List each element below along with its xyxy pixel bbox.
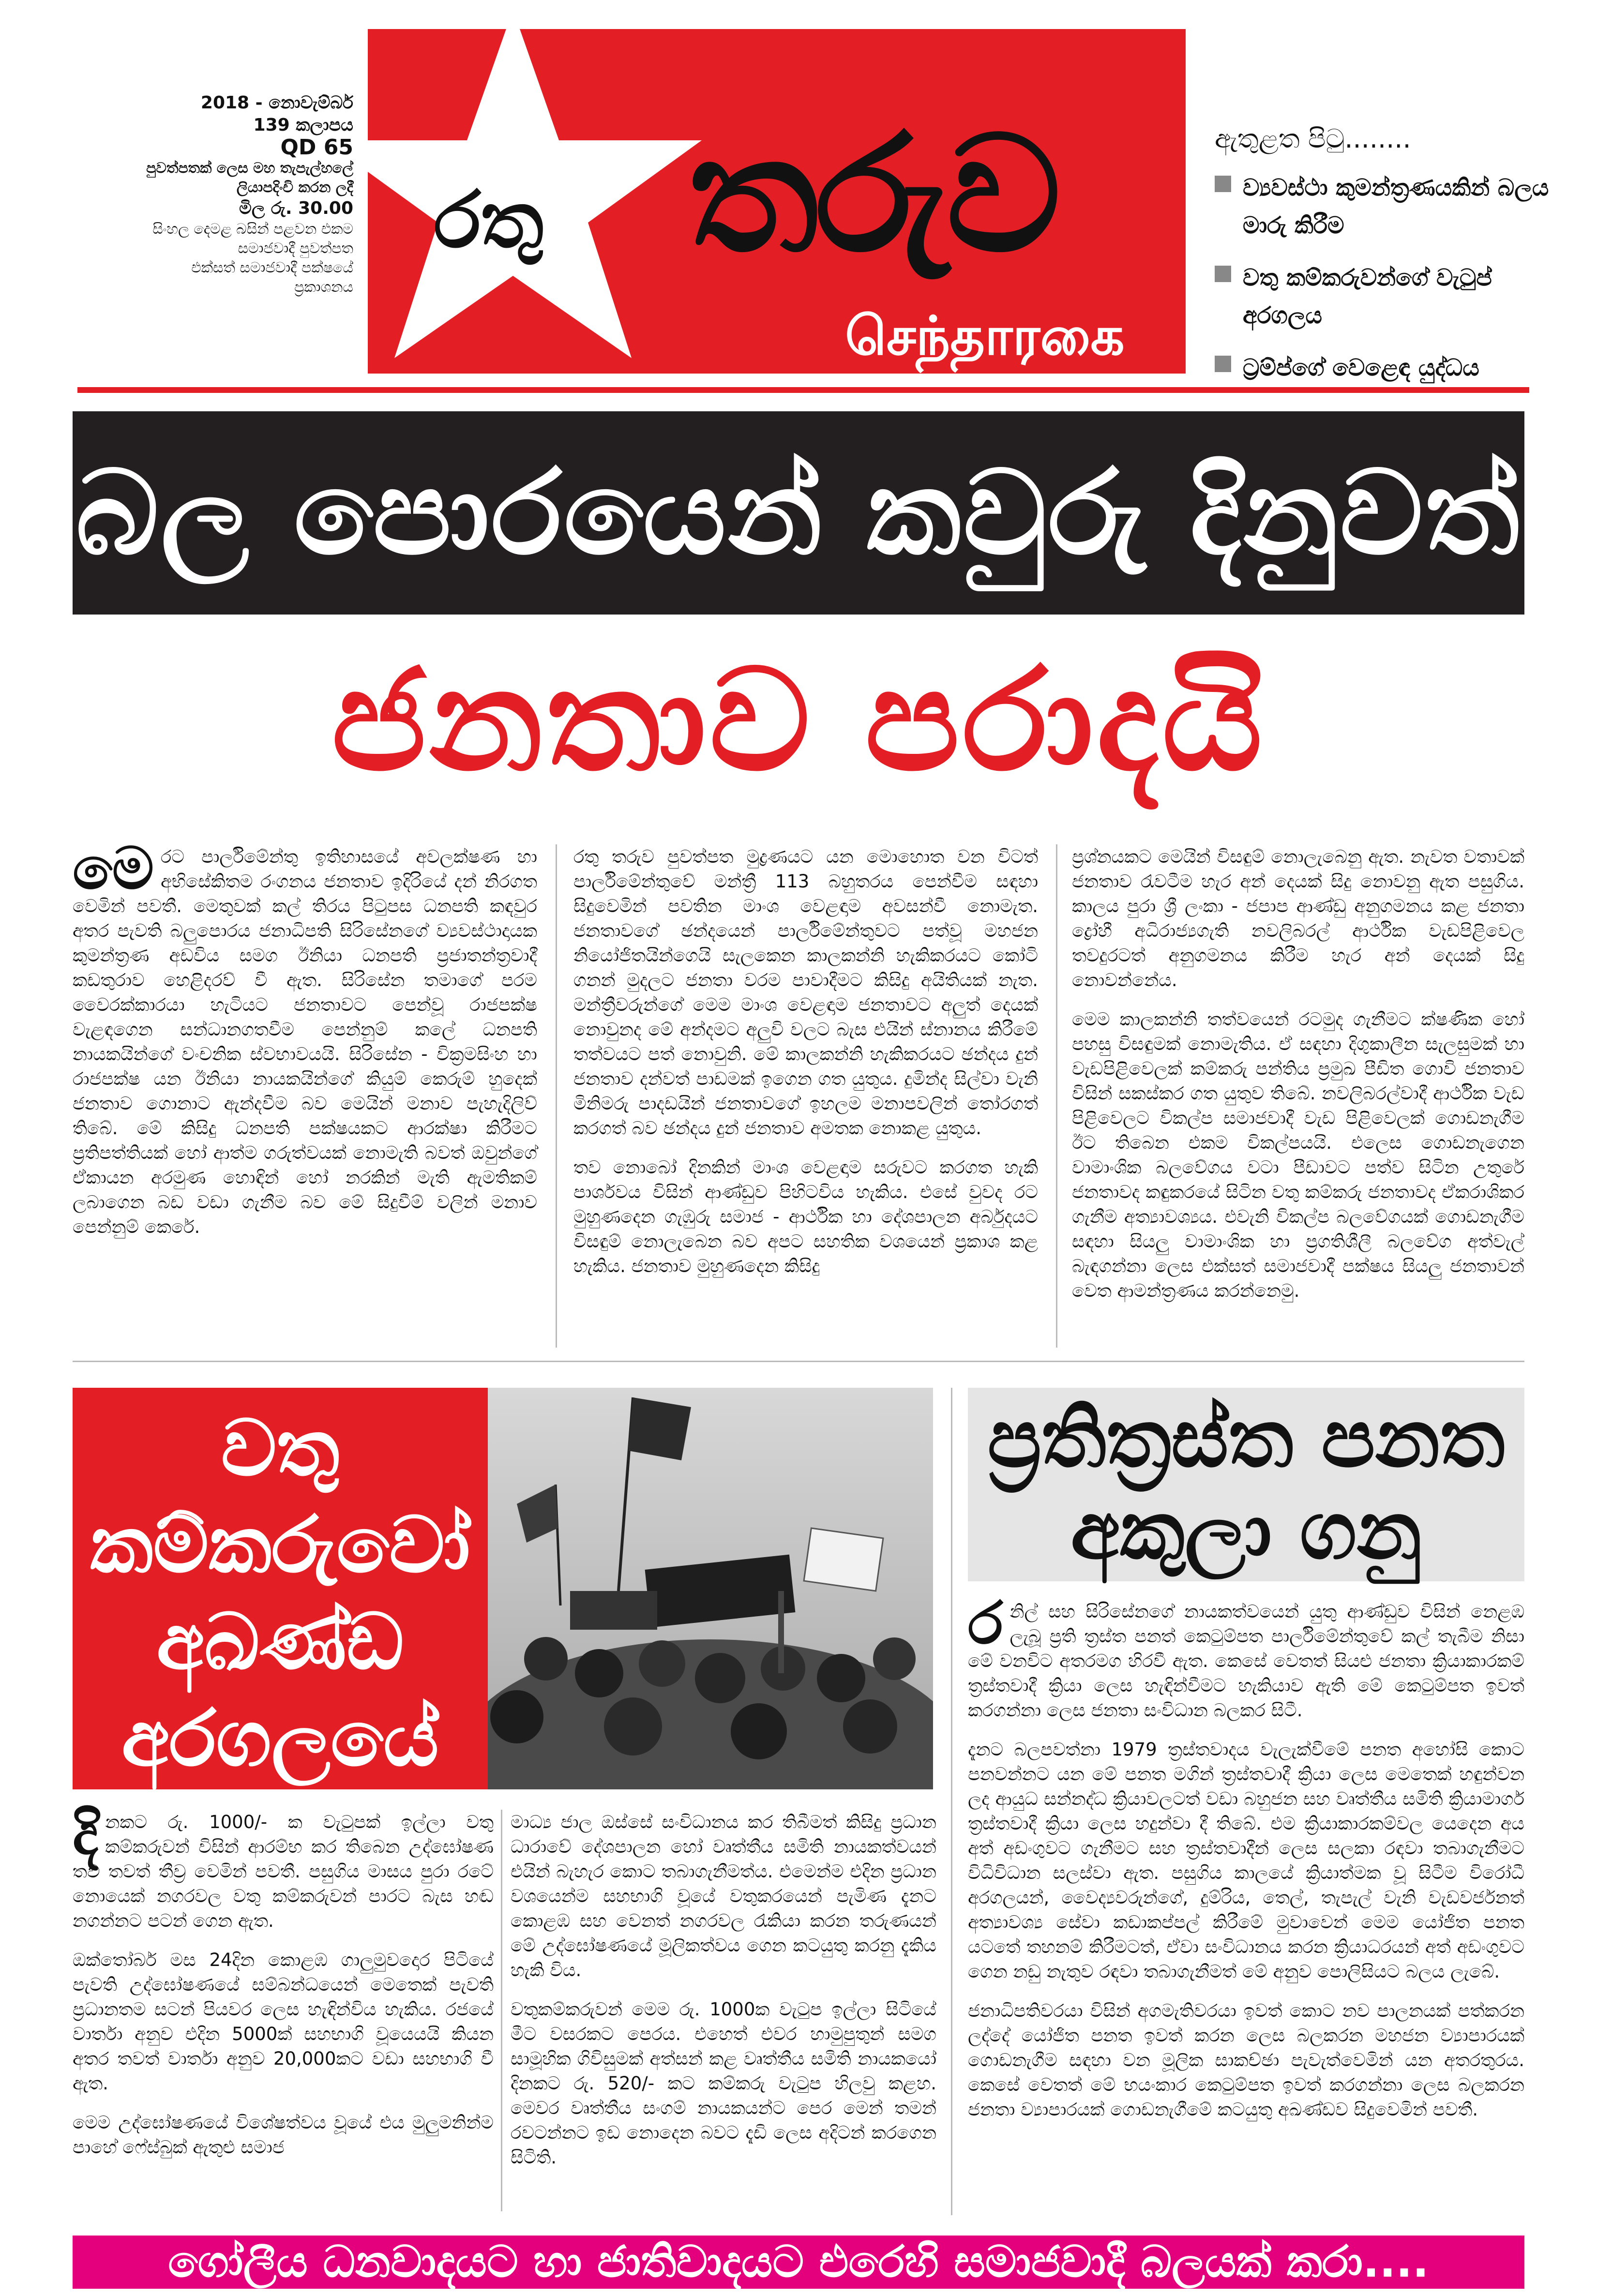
registration-line-1: පුවත්පතක් ලෙස මහ තැපැල්හලේ bbox=[146, 160, 353, 177]
paragraph: මෙම උද්ඝෝෂණයේ විශේෂත්වය වූයේ එය මුලුමනින්ම පාහේ ෆේස්බුක් ඇතුළු සමාජ bbox=[73, 2112, 494, 2158]
estate-story-col-2 bbox=[511, 1810, 936, 2184]
column-divider bbox=[1056, 844, 1057, 1348]
masthead-title: තරුව bbox=[689, 100, 1058, 287]
column-divider bbox=[501, 1810, 502, 2211]
bullet-square-icon bbox=[1215, 176, 1231, 192]
inside-pages-box bbox=[1215, 123, 1563, 401]
paragraph: වතුකම්කරුවන් මෙම රු. 1000ක වැටුප ඉල්ලා සිටියේ මීට වසරකට පෙරය. එහෙත් එවර හාමුපුතුන් සමග සාමූහික ගිවිසුමක් අත්සන් කළ වෘත්තීය සමිති නායකයෝ දිනකට රු. 520/- කට කම්කරු වැටුප හිලවු කළහ. මෙවර වෘත්තීය සංගම් නායකයන්ට පෙර මෙන් තමන් රවටන්නට ඉඩ නොදෙන බවට දැඩි ලෙස අදිටන් කරගෙන සිටිති. bbox=[511, 1999, 936, 2168]
section-divider bbox=[73, 1361, 1524, 1362]
main-article-col-1 bbox=[73, 835, 537, 1254]
protest-photo-image bbox=[488, 1388, 933, 1789]
estate-story-col-1 bbox=[73, 1801, 494, 2174]
issue-code: QD 65 bbox=[280, 135, 353, 160]
masthead bbox=[368, 29, 1186, 374]
inside-item-label: වතු කම්කරුවන්ගේ වැටුප් අරගලය bbox=[1243, 264, 1492, 329]
paragraph: දැනට බලපවත්නා 1979 ත්‍රස්තවාදය වැලැක්වීමේ පනත අහෝසි කොට පනවන්නට යන මේ පනත මගින් ත්‍රස්තවාදී ක්‍රියා ලෙස මෙතෙක් හඳුන්වන ලද ආයුධ සන්නද්ධ ක්‍රියාවලටත් වඩා බහුජන සහ වෘත්තීය සමිති ක්‍රියාමාර්ග ත්‍රස්තවාදී ක්‍රියා ලෙස හදුන්වා දී තිබේ. එම ක්‍රියාකාරකම්වල යෙදෙන අය අත් අඩංගුවට ගැනීමට සහ ත්‍රස්තවාදීන් ලෙස සලකා රඳවා තබාගැනීමට විධිවිධාන සලස්වා ඇත. පසුගිය කාලයේ ක්‍රියාත්මක වූ සිටීම විරෝධී අරගලයන්, වෛද්‍යවරුන්ගේ, දුම්රිය, තෙල්, තැපැල් වැනි වැඩවර්ජනත් අත්‍යාවශ්‍ය සේවා කඩාකප්පල් කිරීමේ මුවාවෙන් මෙම යෝජිත පනත යටතේ තහනම් කිරීමටත්, ඒවා සංවිධානය කරන ක්‍රියාධරයන් අත් අඩංගුවට ගෙන නඩු නැතුව රඳවා තබාගැනීමත් මේ අනුව පොලිසියට බලය ලැබේ. bbox=[968, 1739, 1524, 1982]
paragraph: රට පාර්ලිමේන්තු ඉතිහාසයේ අවලක්ෂණ හා අභිසේකිතම රංගනය ජනතාව ඉදිරියේ දන් නිරගත වෙමින් පවතී. මෙතුවක් කල් තිරය පිටුපස ධනපති කඳවුර අතර පැවති බලුපොරය ජනාධිපති සිරිසේනගේ ව්‍යවස්ථාදායක කුමන්ත්‍රණ අඩවිය සමග ඊනියා ධනපති ප්‍රජාතන්ත්‍රවාදී කඩතුරාව හෙළිදරව් වී ඇත. සිරිසේන තමාගේ පරම වෛරක්කාරයා හැටියට ජනතාවට පෙන්වූ රාජපක්ෂ වැළඳගෙන සන්ධානගතවීම පෙන්නුම් කලේ ධනපති නායකයින්ගේ වංචනික ස්වභාවයයි. සිරිසේන - වික්‍රමසිංහ හා රාජපක්ෂ යන ඊනියා නායකයින්ගේ කියුම් කෙරුම් හුදෙක් ජනතාව ගොනාට ඇන්දවීම බව මෙයින් මනාව පැහැදිලිව් තිබේ. මේ කිසිදු ධනපති පක්ෂයකට ආරක්ෂා කිරීමට ප්‍රතිපත්තියක් හෝ ආත්ම ගරුත්වයක් නොමැති බවත් ඔවුන්ගේ ඒකායන අරමුණ හොඳින් හෝ නරකින් මැති ඇමතිකම් ලබාගෙන බඩ වඩා ගැනීම බව මේ සිදුවීම් වලින් මනාව පෙන්නුම් කෙරේ. bbox=[73, 846, 537, 1237]
paragraph: ප්‍රශ්නයකට මෙයින් විසඳුම් නොලැබෙනු ඇත. නැවත වතාවක් ජනතාව රැවටීම හැර අන් දෙයක් සිදු නොවනු ඇත පසුගිය. කාලය පුරා ශ්‍රී ලංකා - ජපාප ආණ්ඩු අනුගමනය කළ ජනතා ද්‍රෝහී අධිරාජ්‍යගැති නවලිබරල් ආර්ථික වැඩපිළිවෙල තවදුරටත් අනුගමනය කිරීම හැර අන් දෙයක් සිදු නොවන්නේය. bbox=[1072, 846, 1524, 990]
bullet-square-icon bbox=[1215, 356, 1231, 372]
terror-headline-line: අකුලා ගනු bbox=[1070, 1484, 1422, 1577]
estate-story-headline-box bbox=[73, 1388, 488, 1789]
masthead-subtitle: செந்தாரகை bbox=[845, 305, 1125, 367]
paragraph: මෙම කාලකන්නි තත්වයෙන් රටමුද ගැනීමට ක්ෂණික හෝ පහසු විසඳුමක් නොමැතිය. ඒ සඳහා දිගුකාලීන සැලසුමක් හා වැඩපිළිවෙලක් කම්කරු පන්තිය ප්‍රමුඛ පීඩිත ගොවි ජනතාව විසින් සකස්කර ගත යුතුව තිබේ. නවලිබරල්වාදී ආර්ථික වැඩ පිළිවෙලට විකල්ප සමාජවාදී වැඩ පිළිවෙලක් ගොඩනැගීම ඊට තිබෙන එකම විකල්පයයි. එලෙස ගොඩනැගෙන වාමාංශික බලවේගය වටා පීඩාවට පත්ව සිටින උතුරේ ජනතාවද කඳුකරයේ සිටින වතු කම්කරු ජනතාවද ඒකරාශිකර ගැනීම අත්‍යාවශ්‍යය. එවැනි විකල්ප බලවේගයක් ගොඩනැගීම සඳහා සියලු වාමාංශික හා ප්‍රගතිශීලී බලවේග අත්වැල් බැඳගන්නා ලෙස එක්සත් සමාජවාදී පක්ෂය සියලු ජනතාවන් වෙත ආමන්ත්‍රණය කරන්නෙමු. bbox=[1072, 1009, 1524, 1301]
paragraph: මාධ්‍ය ජාල ඔස්සේ සංවිධානය කර තිබීමත් කිසිදු ප්‍රධාන ධාරාවේ දේශපාලන හෝ වෘත්තීය සමිති නායකත්වයන් එයින් බැහැර කොට තබාගැනීමත්ය. එමෙන්ම එදින ප්‍රධාන වශයෙන්ම සහභාගි වූයේ වතුකරයෙන් පැමිණ දැනට කොළඹ සහ වෙනත් නගරවල රැකියා කරන තරුණයන් මේ උද්ඝෝෂණයේ මූලිකත්වය ගෙන කටයුතු කරනු දැකිය හැකි විය. bbox=[511, 1812, 936, 1981]
paragraph: ජනාධිපතිවරයා විසින් අගමැතිවරයා ඉවත් කොට නව පාලනයක් පත්කරන ලද්දේ යෝජිත පනත ඉවත් කරන ලෙස බලකරන මහජන ව්‍යාපාරයක් ගොඩනැගීම සඳහා වන මූලික සාකච්ඡා පැවැත්වෙමින් යන අතරතුරය. කෙසේ වෙතත් මේ භයංකාර කෙටුම්පත ඉවත් කරගන්නා ලෙස බලකරන ජනතා ව්‍යාපාරයක් ගොඩනැගීමේ කටයුතු අඛණ්ඩව සිදුවෙමින් පවතී. bbox=[968, 2000, 1524, 2120]
paragraph: රතු තරුව පුවත්පත මුද්‍රණයට යන මොහොත වන විටත් පාර්ලිමේන්තුවේ මන්ත්‍රී 113 බහුතරය පෙන්වීම සඳහා සිදුවෙමින් පවතින මාංශ වෙළඳාම අවසන්වී නොමැත. ජනතාවගේ ඡන්දයෙන් පාර්ලිමේන්තුවට පත්වූ මහජන නියෝජිතයින්ගෙයි සැලකෙන කාලකන්නි හැකිකරයට කෝටි ගනන් මුදලට ජනතා වරම පාවාදීමට කිසිදු අයිතියක් නැත. මන්ත්‍රීවරුන්ගේ මෙම මාංශ වෙළඳාම ජනතාවට අලුත් දෙයක් නොවුනද මේ අන්දමට අලුවි වලට බැස එයින් ස්නානය කිරීමේ තත්වයට පත් නොවුනි. මේ කාලකන්නි හැකිකරයට ඡන්දය දුන් ජනතාව දන්වත් පාඩමක් ඉගෙන ගත යුතුය. දුමින්ද සිල්වා වැනි මිනිමරු පාදඩයින් ජනතාවගේ ඉහලම මනාපවලින් තෝරගත් කරගත් බව ඡන්දය දුන් ජනතාව අමතක නොකළ යුතුය. bbox=[573, 846, 1038, 1139]
terror-story-headline-box bbox=[968, 1388, 1524, 1581]
protest-photo bbox=[488, 1388, 933, 1789]
publisher-line-4: ප්‍රකාශනය bbox=[294, 279, 353, 296]
issue-info bbox=[121, 92, 353, 297]
main-article-col-2 bbox=[573, 844, 1038, 1293]
main-article-col-3 bbox=[1072, 844, 1524, 1318]
column-divider bbox=[556, 844, 557, 1348]
terror-story-body bbox=[968, 1590, 1524, 2136]
inside-item-label: ට්‍රම්ප්ගේ වෙළෙඳ යුද්ධය bbox=[1243, 354, 1479, 381]
paragraph: ඔක්තෝබර් මස 24දින කොළඹ ගාලුමුවදොර පිටියේ පැවති උද්ඝෝෂණයේ සම්බන්ධයෙන් මෙතෙක් පැවති ප්‍රධානතම සටන් පියවර ලෙස හැඳින්විය හැකිය. රජයේ වාර්තා අනුව එදින 5000ක් සහභාගි වූයෙයයි කියන අතර තවත් වාර්තා අනුව 20,000කට වඩා සහභාගි වී ඇත. bbox=[73, 1950, 494, 2094]
estate-headline-line: අරගලයේ bbox=[121, 1693, 439, 1784]
paragraph: නකට රු. 1000/- ක වැටුපක් ඉල්ලා වතු කම්කරුවන් විසින් ආරම්භ කර තිබෙන උද්ඝෝෂණ තව තවත් තීව්‍ර වෙමින් පවතී. පසුගිය මාසය පුරා රටේ නොයෙක් නගරවල වතු කම්කරුවන් පාරට බැස හඬ නගන්නට පටන් ගෙන ඇත. bbox=[73, 1812, 494, 1931]
footer-slogan-bar: ගෝලීය ධනවාදයට හා ජාතිවාදයට එරෙහි සමාජවාදී බලයක් කරා.... bbox=[73, 2236, 1524, 2289]
issue-date: 2018 - නොවැම්බර් bbox=[200, 93, 353, 113]
inside-item-label: ව්‍යවස්ථා කුමන්ත්‍රණයකින් බලය මාරු කිරීම bbox=[1243, 174, 1549, 239]
terror-headline-line: ප්‍රතිත්‍රස්ත පනත bbox=[987, 1392, 1505, 1485]
dropcap: ර bbox=[968, 1590, 1003, 1657]
masthead-divider bbox=[77, 387, 1529, 393]
publisher-line-2: සමාජවාදී පුවත්පත bbox=[238, 240, 353, 257]
publisher-line-1: සිංහල දෙමළ බසින් පළවන එකම bbox=[152, 221, 353, 238]
estate-headline-line: අඛණ්ඩ bbox=[156, 1596, 404, 1687]
masthead-title-small: රතු bbox=[434, 174, 544, 265]
column-divider bbox=[951, 1388, 952, 2215]
estate-headline-line: වතු bbox=[221, 1403, 340, 1493]
inside-item bbox=[1215, 169, 1563, 244]
inside-item bbox=[1215, 349, 1563, 387]
estate-headline-line: කම්කරුවෝ bbox=[90, 1500, 470, 1590]
publisher-line-3: එක්සත් සමාජවාදී පක්ෂයේ bbox=[191, 259, 353, 276]
dropcap: දි bbox=[73, 1801, 99, 1868]
inside-pages-header: ඇතුළත පිටු........ bbox=[1215, 123, 1411, 154]
headline-banner: බල පොරයෙන් කවුරු දිනුවත් bbox=[73, 411, 1524, 615]
paragraph: නිල් සහ සිරිසේනගේ නායකත්වයෙන් යුතු ආණ්ඩුව විසින් නෙළඹ ලැබූ ප්‍රති ත්‍රස්ත පනත් කෙටුම්පත පාර්ලිමේන්තුවේ කල් තැබීම නිසා මේ වනවිට අතරමග හිරවී ඇත. කෙසේ වෙතත් සියළු ජනතා ක්‍රියාකාරකම් ත්‍රස්තවාදී ක්‍රියා ලෙස හැඳින්වීමට හැකියාව ඇති මේ කෙටුම්පත ඉවත් කරගන්නා ලෙස ජනතා සංවිධාන බලකර සිටී. bbox=[968, 1601, 1524, 1721]
inside-item bbox=[1215, 259, 1563, 334]
headline-main: ජනතාව පරාදයි bbox=[331, 639, 1266, 802]
registration-line-2: ලියාපදිංචි කරන ලදී bbox=[236, 179, 353, 196]
paragraph: තව නොබෝ දිනකින් මාංශ වෙළඳාම සරුවට කරගත හැකි පාර්ශවය විසින් ආණ්ඩුව පිහිටවිය හැකිය. එසේ වුවද රට මුහුණදෙන ගැඹුරු සමාජ - ආර්ථික හා දේශපාලන අර්බුදයට විසඳුම් නොලැබෙන බව අපට සහතික වශයෙන් ප්‍රකාශ කළ හැකිය. ජනතාව මුහුණදෙන කිසිදු bbox=[573, 1157, 1038, 1276]
issue-price: මිල රු. 30.00 bbox=[239, 198, 353, 218]
dropcap: මෙ bbox=[73, 835, 154, 902]
bullet-square-icon bbox=[1215, 266, 1231, 282]
issue-volume: 139 කලාපය bbox=[253, 115, 353, 135]
